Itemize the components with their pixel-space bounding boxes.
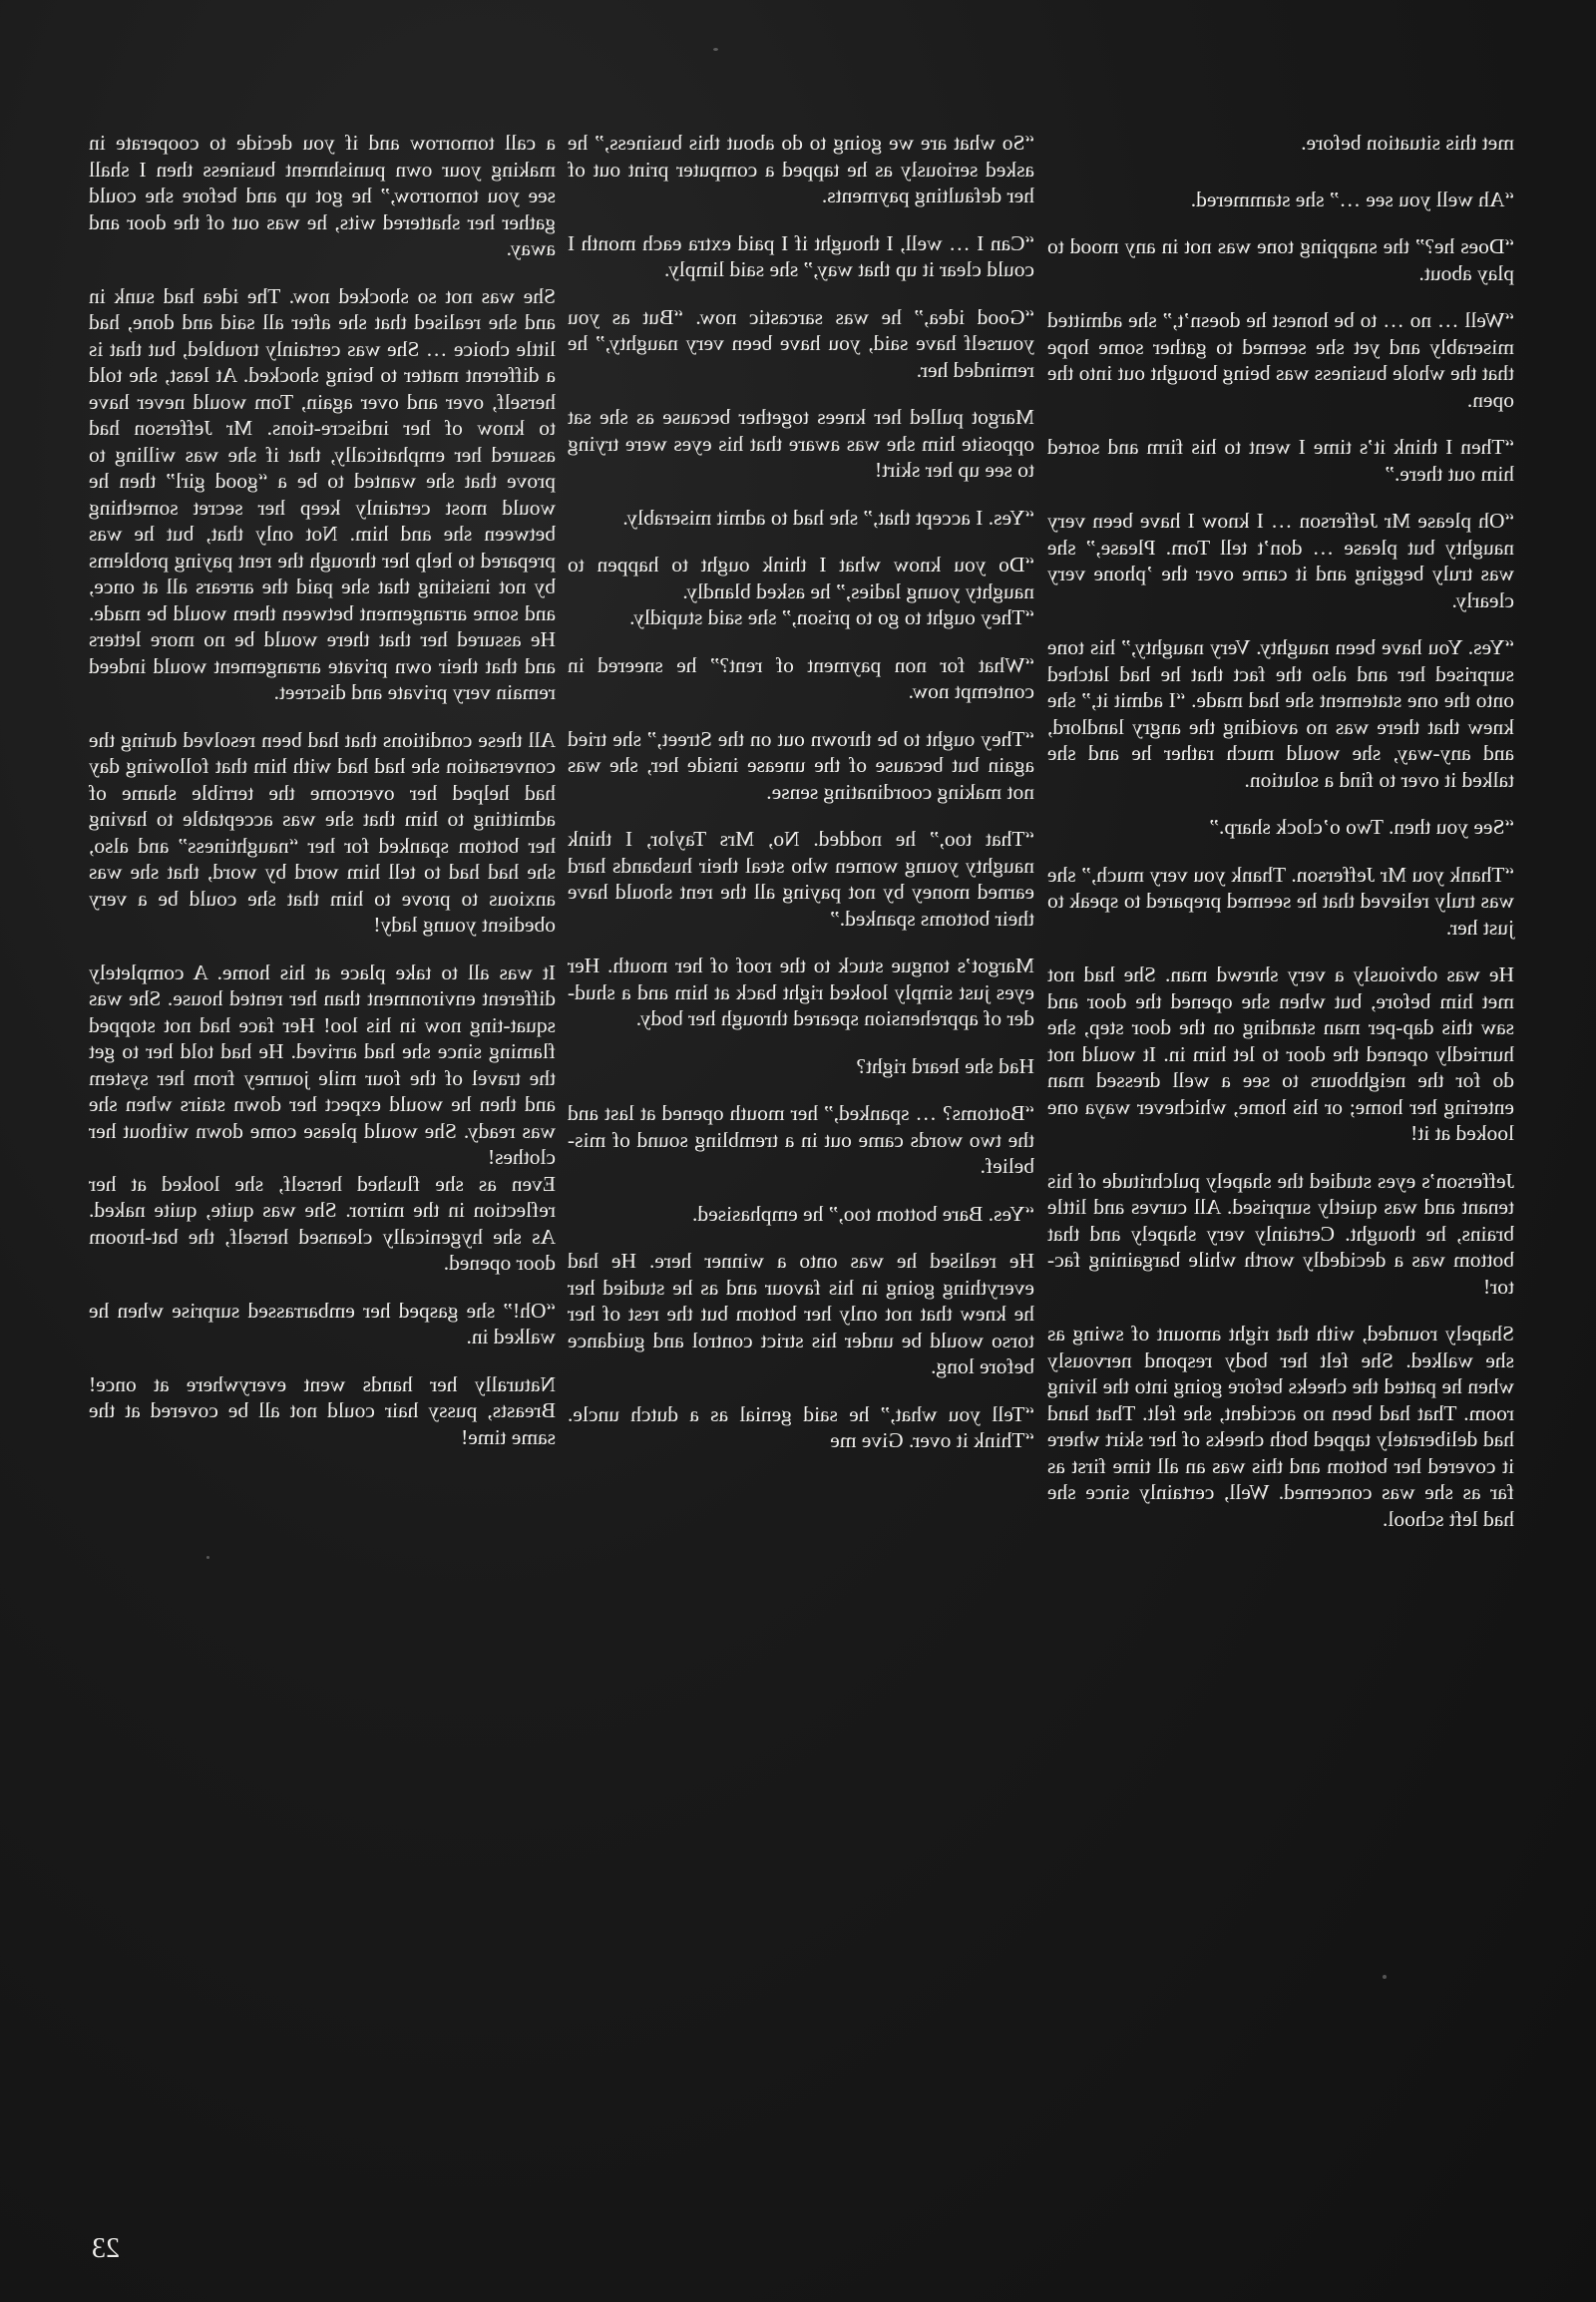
paragraph: “What for non payment of rent?” he sneered in contempt now. [568, 652, 1034, 703]
paragraph: “That too,” he nodded. No, Mrs Taylor, I think naughty young women who steal their husbands hard earned money by not paying all the rent should have their bottoms spanked.” [568, 827, 1034, 931]
paragraph: “They ought to go to prison,” she said stupidly. [629, 605, 1034, 629]
paragraph: a call tomorrow and if you decide to cooperate in making your own punishment business then I shall see you tomorrow,” he got up and before she could gather her shattered wits, he was out of the door and away. [89, 131, 556, 260]
page-number: 23 [92, 2233, 120, 2264]
paragraph: met this situation before. [1301, 131, 1514, 155]
paragraph: “Yes. Bare bottom too,” he emphasised. [692, 1201, 1034, 1226]
text-column-3 [89, 130, 556, 1471]
paragraph: Naturally her hands went everywhere at once! Breasts, pussy hair could not all be covered at the same time! [89, 1371, 556, 1449]
paragraph: “Does he?” the snapping tone was not in any mood to play about. [1047, 234, 1514, 285]
dust-speck [206, 1556, 209, 1559]
paragraph: He was obviously a very shrewd man. She had not met him before, but when she opened the door and saw this dap-per man standing on the door step, she hurriedly opened the door to let him in. It would not do for the neighbours to see a well dressed man entering her home; or his home, whichever waya one looked at it! [1047, 962, 1514, 1145]
paragraph: “Tell you what,” he said genial as a dutch uncle. “Think it over. Give me [568, 1401, 1034, 1452]
paragraph: “See you then. Two o’clock sharp.” [1209, 815, 1514, 839]
paragraph: Margot pulled her knees together because as she sat opposite him she was aware that his eyes were trying to see up her skirt! [568, 405, 1034, 482]
paragraph: “Well … no … to be honest he doesn’t,” she admitted miserably and yet she seemed to gather some hope that the whole business was being brought out into the open. [1047, 308, 1514, 412]
paragraph: “Yes. I accept that,” she had to admit miserably. [622, 505, 1034, 530]
paragraph: It was all to take place at his home. A completely different environment than her rented house. She was squat-ting now in his loo! Her face had not stopped flaming since she had arrived. He had told her to get the travel of the four mile journey from her system and then he would expect her down stairs when she was ready. She would please come down without her clothes! [89, 959, 556, 1169]
paragraph: “Thank you Mr Jefferson. Thank you very much,” she was truly relieved that he seemed prepared to speak to just her. [1047, 862, 1514, 940]
paragraph: Jefferson’s eyes studied the shapely pulchritude of his tenant and was quietly surprised. All curves and little brains, he thought. Certainly very shapely and that bottom was a decidedly worth while bargaining fac-tor! [1047, 1168, 1514, 1299]
paragraph: “They ought to be thrown out on the Street,” she tried again but because of the unease inside her, she was not making coordinating sense. [568, 726, 1034, 804]
paragraph: Had she heard right? [856, 1053, 1034, 1078]
paragraph: “Do you know what I think ought to happen to naughty young ladies,” he asked blandly. [568, 553, 1034, 603]
paragraph: “Oh please Mr Jefferson … I know I have been very naughty but please … don’t tell Tom. Please,” she was truly begging and it came over the ’phone very clearly. [1047, 509, 1514, 612]
paragraph: “Oh!” she gasped her embarrassed surprise when he walked in. [89, 1298, 556, 1348]
paragraph: All these conditions that had been resolved during the conversation she had had with him that following day had helped her overcome the terrible shame of admitting to him that she was acceptable to having her bottom spanked for her “naughtiness” and also, she had had to tell him word by word, that she was anxious to prove to him that she could be a very obedient young lady! [89, 727, 556, 937]
paragraph: “Then I think it’s time I went to his firm and sorted him out there.” [1047, 435, 1514, 486]
text-column-2 [568, 130, 1034, 1475]
paragraph: Margot’s tongue stuck to the roof of her mouth. Her eyes just simply looked right back at him and a shud-der of apprehension speared through her body. [568, 954, 1034, 1030]
paragraph: Even as she flushed herself, she looked at her reflection in the mirror. She was quite, quite naked. As she hygenically cleansed herself, the bat-hroom door opened. [89, 1171, 556, 1275]
paragraph: “Can I … well, I thought if I paid extra each month I could clear it up that way,” she said limply. [568, 230, 1034, 281]
paragraph: She was not so shocked now. The idea had sunk in and she realised that she after all said and done, had little choice … She was certainly troubled, but that is a different matter to being shocked. At least, she told herself, over and over again, Tom would never have to know of her indiscre-tions. Mr Jefferson had assured her emphatically, that if she was willing to prove that she wanted to be a “good girl” then he would most certainly keep her secret something between she and him. Not only that, but he was prepared to help her through the rent paying problems by not insisting that she paid the arrears all at once, and some arrangement between them would be made. He assured her that there would be no more letters and that their own private arrangement would indeed remain very private and discreet. [89, 283, 556, 704]
paragraph: “Ah well you see …” she stammered. [1190, 187, 1514, 211]
paragraph: Shapely rounded, with that right amount of swing as she walked. She felt her body respond nervously when he patted the cheeks before going into the living room. That had been no accident, she felt. That hand had deliberately tapped both cheeks of her skirt where it covered her bottom and this was an all time first as far as she was concerned. Well, certainly since she had left school. [1047, 1322, 1514, 1531]
paragraph: “Bottoms? … spanked,” her mouth opened at last and the two words came out in a trembling sound of mis-belief. [568, 1101, 1034, 1178]
paragraph: “Good idea,” he was sarcastic now. “But as you yourself have said, you have been very naughty,” he reminded her. [568, 304, 1034, 382]
paragraph: He realised he was onto a winner here. He had everything going in his favour and as he studied her he knew that not only her bottom but the rest of her torso would be under his strict control and guidance before long. [568, 1249, 1034, 1378]
paragraph: “So what are we going to do about this business,” he asked seriously as he tapped a computer print out of her defaulting payments. [568, 131, 1034, 207]
dust-speck [713, 48, 718, 51]
dust-speck [1383, 1975, 1387, 1979]
paragraph: “Yes. You have been naughty. Very naughty,” his tone surprised her and also the fact that he had latched onto the one statement she had made. “I admit it,” she knew that there was no avoiding the angry landlord, and any-way, she would much rather he and she talked it over to find a solution. [1047, 635, 1514, 792]
text-column-1 [1047, 130, 1514, 1553]
